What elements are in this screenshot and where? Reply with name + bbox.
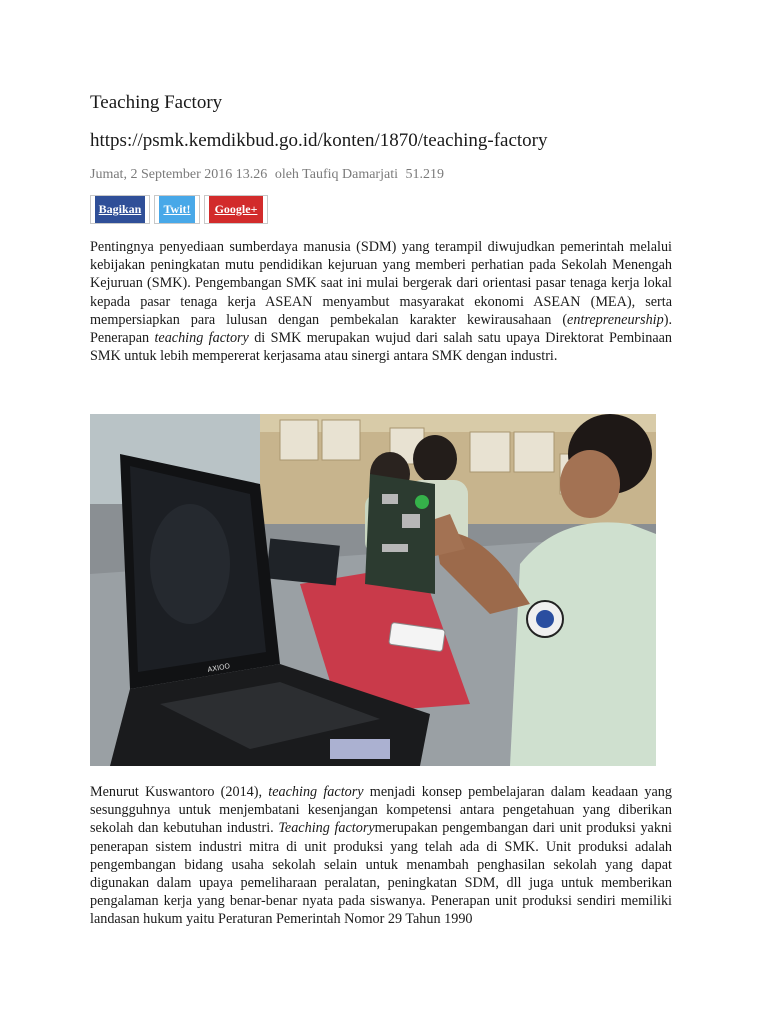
share-google-label: Google+: [214, 202, 258, 216]
text-run: Pentingnya penyediaan sumberdaya manusia (SDM) yang terampil diwujudkan pemerintah melalui kebijakan peningkatan mutu pendidikan kejuruan yang memberi perhatian pada Sekolah Menengah Kejuruan (SMK). Pengembangan SMK saat ini mulai bergerak dari orientasi pasar tenaga kerja lokal kepada pasar tenaga kerja ASEAN menyambut masyarakat ekonomi ASEAN (MEA), serta mempersiapkan para lulusan dengan pembekalan karakter kewirausahaan (: [90, 239, 672, 328]
student-face: [560, 450, 620, 518]
text-emphasis: entrepreneurship: [567, 311, 664, 328]
share-twitter-label: Twit!: [163, 202, 191, 216]
share-google-button[interactable]: [204, 195, 268, 224]
text-run: Menurut Kuswantoro (2014),: [90, 784, 269, 800]
small-screen: [266, 538, 340, 585]
share-facebook-button[interactable]: [90, 195, 150, 224]
button-edge: [145, 196, 149, 223]
body-paragraph: [90, 783, 672, 929]
button-edge: [155, 196, 159, 223]
badge-emblem: [536, 610, 554, 628]
intro-paragraph: [90, 238, 672, 365]
article-meta: [90, 166, 448, 184]
article-photo: [90, 414, 656, 766]
button-edge: [91, 196, 95, 223]
article-title: Teaching Factory: [90, 92, 223, 113]
button-edge: [205, 196, 209, 223]
text-run: di SMK merupakan wujud dari salah satu upaya Direktorat Pembinaan SMK untuk lebih mempererat kerjasama atau sinergi antara SMK dengan industri.: [90, 330, 673, 365]
screen-reflection: [150, 504, 230, 624]
button-edge: [195, 196, 199, 223]
classroom-photo-illustration: [90, 414, 656, 766]
post-author[interactable]: oleh Taufiq Damarjati: [274, 167, 398, 182]
text-run: merupakan pengembangan dari unit produksi yakni penerapan sistem industri mitra di unit produksi yang telah ada di SMK. Unit produksi adalah pengembangan bidang usaha sekolah selain untuk menambah penghasilan sekolah yang dapat digunakan dalam upaya pemeliharaan peralatan, peningkatan SDM, dll juga untuk memberikan pengalaman kerja yang benar-benar nyata pada siswanya. Penerapan unit produksi sendiri memiliki landasan hukum yaitu Peraturan Pemerintah Nomor 29 Tahun 1990: [90, 820, 672, 928]
share-bar: [90, 195, 268, 224]
share-facebook-label: Bagikan: [98, 202, 142, 216]
text-emphasis: teaching factory: [154, 330, 249, 347]
view-count: 51.219: [405, 167, 444, 182]
text-run: menjadi konsep pembelajaran dalam keadaan yang sesungguhnya untuk menjembatani kesenjangan kompetensi antara pengetahuan yang diberikan sekolah dan kebutuhan industri.: [90, 784, 672, 837]
text-emphasis: teaching factory: [268, 784, 364, 800]
text-emphasis: Teaching factory: [278, 820, 375, 837]
share-twitter-button[interactable]: [154, 195, 200, 224]
text-run: ). Penerapan: [90, 311, 672, 347]
student-uniform: [510, 522, 656, 766]
laptop-brand-text: AXIOO: [206, 662, 231, 674]
laptop-sticker: [330, 739, 390, 759]
article-url[interactable]: https://psmk.kemdikbud.go.id/konten/1870/teaching-factory: [90, 130, 548, 151]
student-head: [413, 435, 457, 483]
motherboard: [365, 474, 435, 594]
button-edge: [263, 196, 267, 223]
post-date: Jumat, 2 September 2016 13.26: [90, 167, 268, 182]
green-component: [415, 495, 429, 509]
